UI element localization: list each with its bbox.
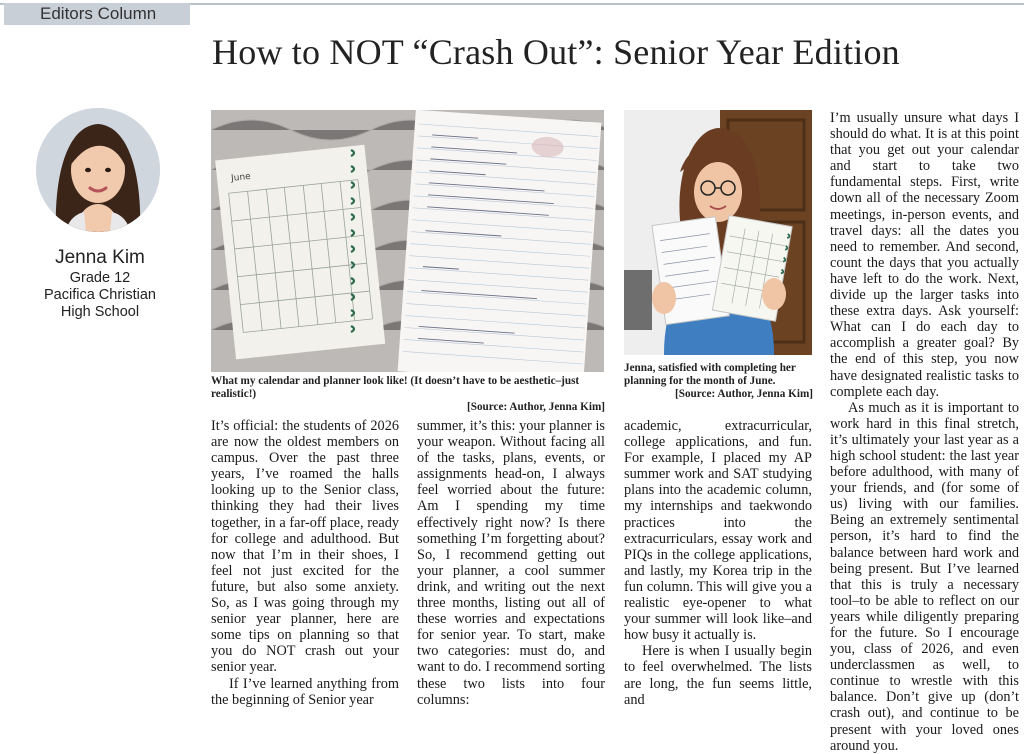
article-column-2 <box>417 418 605 708</box>
author-school-line1: Pacifica Christian <box>43 287 156 303</box>
article-column-4 <box>830 110 1019 754</box>
article-paragraph: academic, extracurricular, college applications, and fun. For example, I placed my AP summer work and SAT studying plans into the academic column, my internships and taekwondo practices into the extracurriculars, essay work and PIQs in the college applications, and lastly, my Korea trip in the fun column. This will give you a realistic eye-opener to what your summer will look like–and how busy it actually is. <box>624 418 812 644</box>
portrait-photo-caption <box>624 362 813 402</box>
article-headline: How to NOT “Crash Out”: Senior Year Edition <box>212 32 900 72</box>
calendar-month: June <box>230 171 252 184</box>
author-name: Jenna Kim <box>55 247 145 268</box>
planner-caption-source: [Source: Author, Jenna Kim] <box>467 401 605 414</box>
portrait-caption-source: [Source: Author, Jenna Kim] <box>675 388 813 401</box>
author-holding-planner-photo <box>624 110 812 355</box>
article-paragraph: summer, it’s this: your planner is your weapon. Without facing all of the tasks, plans, events, or assignments head-on, I always feel worried about the future: Am I spending my time effectively right now? Is there something I’m forgetting about? So, I recommend getting out your planner, a cool summer drink, and writing out the next three months, listing out all of these worries and expectations for senior year. To start, make two categories: must do, and want to do. I recommend sorting these two lists into four columns: <box>417 418 605 708</box>
author-avatar <box>36 108 160 232</box>
article-paragraph: I’m usually unsure what days I should do what. It is at this point that you get out your calendar and start to take two fundamental steps. First, write down all of the necessary Zoom meetings, in-person events, and travel days: all the dates you need to remember. And second, count the days that you actually have left to do the work. Next, divide up the larger tasks into these extra days. Ask yourself: What can I do each day to accomplish a greater goal? By the end of this step, you now have designated realistic tasks to complete each day. <box>830 110 1019 400</box>
article-paragraph: Here is when I usually begin to feel overwhelmed. The lists are long, the fun seems little, and <box>624 643 812 708</box>
article-paragraph: As much as it is important to work hard in this final stretch, it’s ultimately your last year as a high school student: the last year before adulthood, with many of your friends, and (for some of us) living with our families. Being an extremely sentimental person, it’s hard to find the balance between hard work and being present. But I’ve learned that this is truly a necessary tool–to be able to reflect on our years while diligently preparing for the future. So I encourage you, class of 2026, and even underclassmen as well, to continue to wrestle with this balance. Don’t give up (don’t crash out), and continue to be present with your loved ones around you. <box>830 399 1019 754</box>
article-column-1 <box>211 418 399 708</box>
article-paragraph: It’s official: the students of 2026 are now the oldest members on campus. Over the past three years, I’ve roamed the halls looking up to the Senior class, thinking they had their lives together, in a far-off place, ready for college and adulthood. But now that I’m in their shoes, I feel not just excited for the future, but also some anxiety. So, as I was going through my senior year planner, here are some tips on planning so that you do NOT crash out your senior year. <box>211 418 399 676</box>
author-grade: Grade 12 <box>69 270 131 286</box>
author-school-line2: High School <box>60 304 140 320</box>
portrait-caption-text: Jenna, satisfied with completing her planning for the month of June. <box>624 362 796 388</box>
planner-photo-caption <box>211 375 605 415</box>
planner-photo <box>211 110 604 372</box>
section-label: Editors Column <box>4 3 190 25</box>
author-info <box>0 246 200 321</box>
article-paragraph: If I’ve learned anything from the beginning of Senior year <box>211 675 399 708</box>
article-column-3 <box>624 418 812 708</box>
planner-caption-text: What my calendar and planner look like! (It doesn’t have to be aesthetic–just realistic!) <box>211 375 580 401</box>
